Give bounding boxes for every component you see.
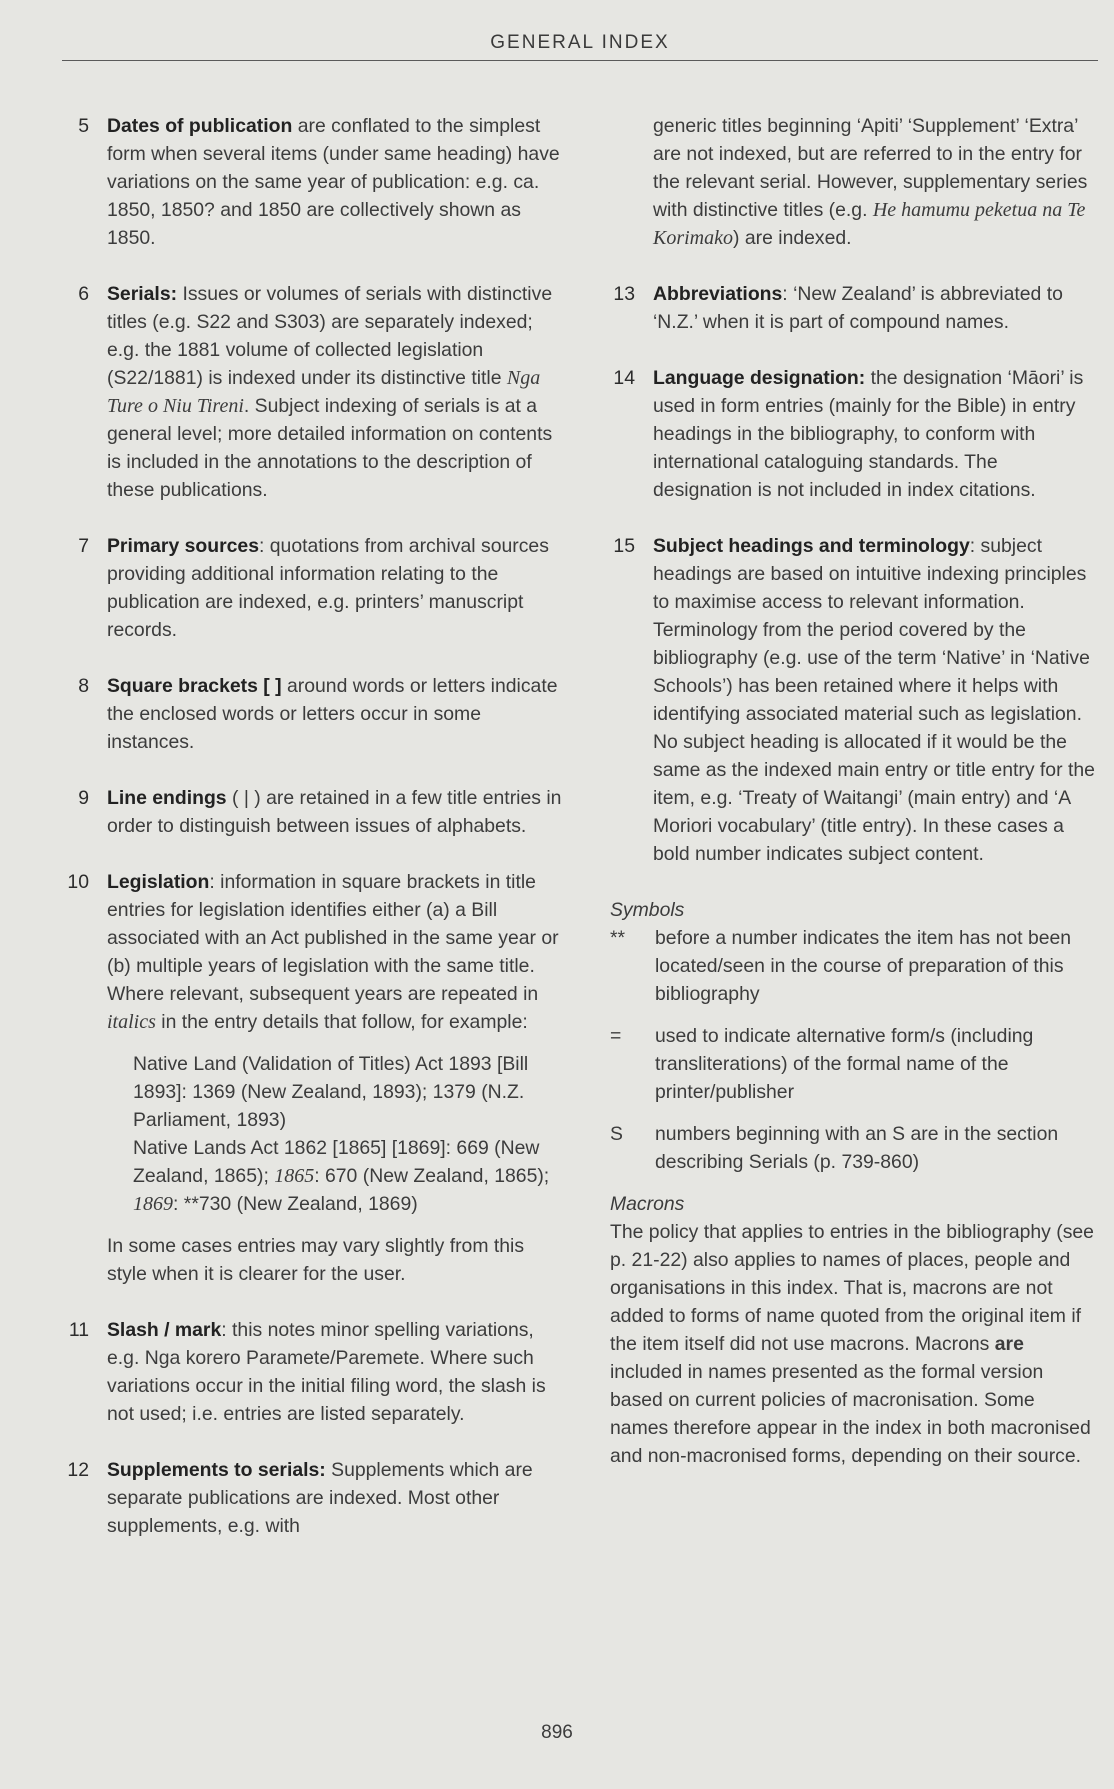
macrons-emphasis: are: [994, 1333, 1024, 1355]
index-note-8: [62, 672, 562, 756]
note-text: ) are indexed.: [733, 227, 852, 249]
note-text: : this notes minor spelling variations, e.g. Nga korero Paramete/Paremete. Where such variations occur in the initial filing word, the slash is not used; i.e. entries are listed separately.: [107, 1319, 546, 1425]
note-text: . Subject indexing of serials is at a general level; more detailed information on contents is included in the annotations to the description of these publications.: [107, 395, 553, 501]
note-text: : ‘New Zealand’ is abbreviated to ‘N.Z.’ when it is part of compound names.: [653, 283, 1063, 333]
example-line: Native Lands Act 1862 [1865] [1869]: 669 (New Zealand, 1865); 1865: 670 (New Zealand, 1865); 1869: **730 (New Zealand, 1869): [133, 1137, 550, 1215]
symbol-description: before a number indicates the item has not been located/seen in the course of preparation of this bibliography: [655, 927, 1072, 1005]
note-body: [653, 280, 1098, 336]
note-number: 8: [78, 675, 89, 697]
note-text: around words or letters indicate the enclosed words or letters occur in some instances.: [107, 675, 558, 753]
note-text: : subject headings are based on intuitive indexing principles to maximise access to relevant information. Terminology from the period covered by the bibliography (e.g. use of the term ‘Native’ in ‘Native Schools’) has been retained where it helps with identifying associated material such as legislation. No subject heading is allocated if it would be the same as the indexed main entry or title entry for the item, e.g. ‘Treaty of Waitangi’ (main entry) and ‘A Moriori vocabulary’ (title entry). In these cases a bold number indicates subject content.: [653, 535, 1095, 865]
index-note-6: [62, 280, 562, 504]
left-column: [62, 112, 562, 1568]
note-text: in the entry details that follow, for example:: [155, 1011, 528, 1033]
note-term: Abbreviations: [653, 283, 783, 305]
note-number: 6: [78, 283, 89, 305]
example-line: Native Land (Validation of Titles) Act 1893 [Bill 1893]: 1369 (New Zealand, 1893); 1379 (N.Z. Parliament, 1893): [133, 1053, 529, 1131]
note-text: : information in square brackets in title entries for legislation identifies either (a) a Bill associated with an Act published in the same year or (b) multiple years of legislation with the same title. Where relevant, subsequent years are repeated in: [107, 871, 559, 1005]
index-note-14: [608, 364, 1098, 504]
note-term: Subject headings and terminology: [653, 535, 970, 557]
note-text: are conflated to the simplest form when several items (under same heading) have variations on the same year of publication: e.g. ca. 1850, 1850? and 1850 are collectively shown as 1850.: [107, 115, 560, 249]
note-number: 11: [68, 1319, 89, 1341]
note-number: 12: [67, 1459, 89, 1481]
note-body: [653, 532, 1098, 868]
symbol-description: used to indicate alternative form/s (including transliterations) of the formal name of the printer/publisher: [655, 1025, 1034, 1103]
legislation-example: [133, 1050, 562, 1218]
note-number: 7: [78, 535, 89, 557]
right-column: [608, 112, 1098, 1470]
legislation-note: In some cases entries may vary slightly from this style when it is clearer for the user.: [107, 1235, 525, 1285]
note-term: Supplements to serials:: [107, 1459, 326, 1481]
symbol-item: [608, 1022, 1098, 1106]
symbol-description: numbers beginning with an S are in the section describing Serials (p. 739-860): [655, 1123, 1059, 1173]
macrons-heading: Macrons: [610, 1193, 685, 1215]
note-body: [608, 112, 1098, 252]
note-text: : quotations from archival sources providing additional information relating to the publication are indexed, e.g. printers’ manuscript records.: [107, 535, 549, 641]
index-note-9: [62, 784, 562, 840]
note-number: 15: [613, 535, 635, 557]
note-italic: italics: [107, 1011, 156, 1033]
index-note-15: [608, 532, 1098, 868]
symbol-mark: S: [610, 1123, 623, 1145]
running-header: GENERAL INDEX: [62, 26, 1098, 61]
note-body: [107, 280, 562, 504]
index-note-10: [62, 868, 562, 1288]
note-term: Dates of publication: [107, 115, 293, 137]
index-note-5: [62, 112, 562, 252]
macrons-section: [608, 1190, 1098, 1470]
note-body: [107, 1456, 562, 1540]
note-body: [653, 364, 1098, 504]
note-term: Legislation: [107, 871, 210, 893]
note-term: Serials:: [107, 283, 178, 305]
note-text: Issues or volumes of serials with distinctive titles (e.g. S22 and S303) are separately indexed; e.g. the 1881 volume of collected legislation (S22/1881) is indexed under its distinctive title: [107, 283, 553, 389]
index-note-13: [608, 280, 1098, 336]
note-text: the designation ‘Māori’ is used in form entries (mainly for the Bible) in entry headings in the bibliography, to conform with international cataloguing standards. The designation is not included in index citations.: [653, 367, 1084, 501]
note-term: Line endings: [107, 787, 227, 809]
index-note-12: [62, 1456, 562, 1540]
note-term: Square brackets [ ]: [107, 675, 282, 697]
note-text: Supplements which are separate publications are indexed. Most other supplements, e.g. with: [107, 1459, 533, 1537]
note-term: Slash / mark: [107, 1319, 222, 1341]
symbols-section: [608, 896, 1098, 1176]
note-body: [107, 868, 562, 1288]
note-term: Language designation:: [653, 367, 866, 389]
note-body: [107, 672, 562, 756]
note-number: 5: [78, 115, 89, 137]
note-italic-title: He hamumu peketua na Te Korimako: [653, 199, 1086, 249]
note-body: [107, 784, 562, 840]
note-body: [107, 1316, 562, 1428]
note-italic-title: Nga Ture o Niu Tireni: [107, 367, 541, 417]
macrons-paragraph: The policy that applies to entries in the bibliography (see p. 21-22) also applies to names of places, people and organisations in this index. That is, macrons are not added to forms of name quoted from the original item if the item itself did not use macrons. Macrons are included in names presented as the formal version based on current policies of macronisation. Some names therefore appear in the index in both macronised and non-macronised forms, depending on their source.: [610, 1221, 1094, 1467]
note-term: Primary sources: [107, 535, 259, 557]
note-number: 14: [613, 367, 635, 389]
note-number: 10: [67, 871, 89, 893]
index-note-7: [62, 532, 562, 644]
page-number: 896: [541, 1722, 573, 1743]
symbol-mark: **: [610, 927, 626, 949]
symbol-mark: =: [610, 1025, 622, 1047]
note-number: 13: [613, 283, 635, 305]
index-note-12-continued: [608, 112, 1098, 252]
note-body: [107, 532, 562, 644]
note-body: [107, 112, 562, 252]
symbol-item: [608, 924, 1098, 1008]
note-text: ( | ) are retained in a few title entries in order to distinguish between issues of alphabets.: [107, 787, 562, 837]
note-number: 9: [78, 787, 89, 809]
symbols-heading: Symbols: [610, 899, 685, 921]
index-note-11: [62, 1316, 562, 1428]
symbol-item: [608, 1120, 1098, 1176]
note-text: generic titles beginning ‘Apiti’ ‘Supplement’ ‘Extra’ are not indexed, but are referred to in the entry for the relevant serial. However, supplementary series with distinctive titles (e.g.: [653, 115, 1088, 221]
